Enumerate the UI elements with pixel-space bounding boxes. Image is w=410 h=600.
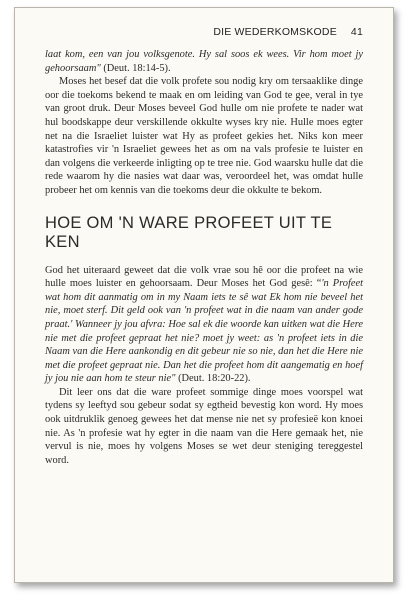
scripture-quote: laat kom, een van jou volksgenote. Hy sal soos ek wees. Vir hom moet jy gehoorsaam" xyxy=(45,49,363,74)
paragraph-lead: God het uiteraard geweet dat die volk vrae sou hê oor die profeet na wie hulle moes luister en gehoorsaam. Deur Moses het God gesê: “ xyxy=(45,264,363,290)
paragraph-quote-continuation xyxy=(45,48,363,75)
scripture-reference: (Deut. 18:20-22). xyxy=(175,373,251,385)
page-body xyxy=(45,48,363,467)
running-title: DIE WEDERKOMSKODE xyxy=(213,26,337,38)
paragraph-moses: Moses het besef dat die volk profete sou nodig kry om tersaaklike dinge oor die toekoms bekend te maak en om leiding van God te gee, veral in tye van groot druk. Deur Moses beveel God hulle om nie profete te nader wat hul boodskappe deur verskillende okkulte wyses kry nie. Hulle moes egter net na die Israeliet luister wat Hy as profeet gekies het. Niks kon meer katastrofies vir 'n Israeliet gewees het as om na vals profesie te luister en dan volgens die verkeerde inligting op te tree nie. God waarsku hulle dat die rede waarom hy die nasies wat daar was, veroordeel het, was omdat hulle probeer het om kennis van die toekoms deur die okkulte te bekom. xyxy=(45,76,363,196)
paragraph-conclusion: Dit leer ons dat die ware profeet sommige dinge moes voorspel wat tydens sy leeftyd sou gebeur sodat sy egtheid bevestig kon word. Hy moes ook uitdruklik genoeg gewees het dat mense nie net sy profesieë kon knoei nie. As 'n profesie wat hy egter in die naam van die Here gemaak het, nie vervul is nie, moes hy volgens Moses se wet deur steniging tereggestel word. xyxy=(45,386,363,466)
running-header xyxy=(45,26,363,44)
scripture-quote: 'n Profeet wat hom dit aanmatig om in my Naam iets te sê wat Ek hom nie beveel het nie, moet sterf. Dit geld ook van 'n profeet wat in die naam van ander gode praat.' Wanneer jy jou afvra: Hoe sal ek die woorde kan uitken wat die Here nie met die profeet gepraat het nie? moet jy weet: as 'n profeet iets in die Naam van die Here aankondig en dit gebeur nie so nie, dan het die Here nie met die profeet gepraat nie. Dan het die profeet hom dit aangematig en hoef jy jou nie aan hom te steur nie" xyxy=(45,278,363,385)
paragraph-true-prophet xyxy=(45,264,363,386)
page-number: 41 xyxy=(350,26,363,38)
book-page xyxy=(14,7,394,583)
section-heading: HOE OM 'N WARE PROFEET UIT TE KEN xyxy=(45,213,333,251)
scripture-reference: (Deut. 18:14-5). xyxy=(100,62,171,74)
page-content xyxy=(45,26,363,467)
